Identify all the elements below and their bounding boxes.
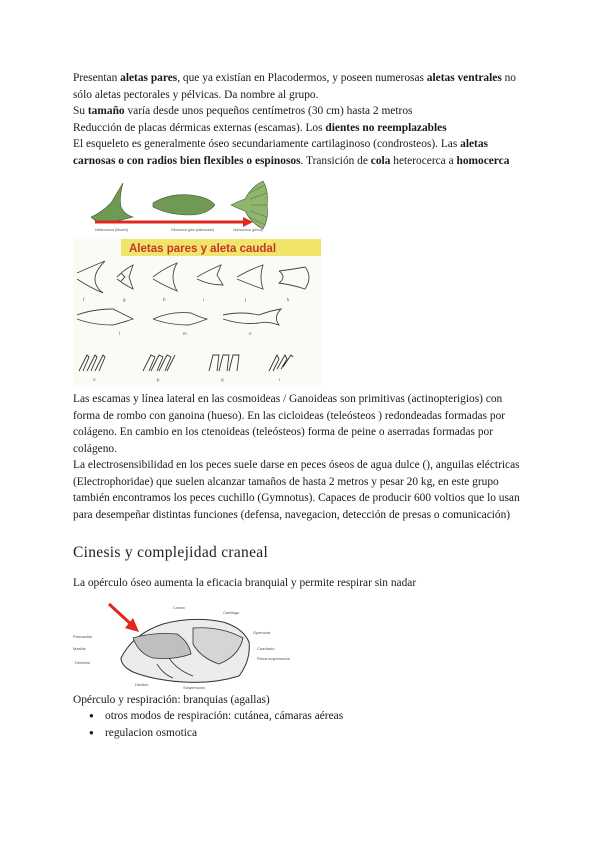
fin-letter: k bbox=[287, 297, 290, 302]
fin-letter: h bbox=[163, 297, 166, 302]
respiration-list bbox=[73, 708, 528, 741]
text: heterocerca a bbox=[390, 154, 457, 167]
paragraph-respiration-title: Opérculo y respiración: branquias (agallas) bbox=[73, 693, 270, 706]
bold-text: aletas pares bbox=[120, 72, 178, 84]
text: Presentan bbox=[73, 72, 121, 84]
text: Reducción de placas dérmicas externas (escamas). Los bbox=[73, 121, 326, 134]
fin-letter: o bbox=[93, 377, 96, 382]
text: Su bbox=[73, 105, 88, 117]
fin-letter: f bbox=[83, 297, 85, 302]
skull-figure bbox=[73, 598, 313, 690]
paragraph-scales bbox=[73, 120, 528, 137]
fin-letter: l bbox=[119, 331, 120, 336]
skull-label: Premaxilar bbox=[73, 633, 93, 639]
document-page bbox=[73, 70, 528, 741]
skull-svg bbox=[73, 598, 313, 690]
text: El esqueleto es generalmente óseo secundariamente cartilaginoso (condrosteos). Las bbox=[73, 138, 461, 150]
fins-svg bbox=[73, 239, 321, 385]
skull-label: Cartílago bbox=[223, 609, 240, 615]
skull-label: Suspensorio bbox=[183, 684, 206, 690]
paragraph-operculum: La opérculo óseo aumenta la eficacia branquial y permite respirar sin nadar bbox=[73, 577, 417, 589]
tail-label: Ginocerca (pez pulmonado) bbox=[171, 228, 215, 232]
bold-text: aletas carnosas o con radios bien flexibles o espinosos bbox=[73, 138, 488, 167]
fin-letter: r bbox=[279, 377, 281, 382]
fin-letter: n bbox=[249, 331, 252, 336]
skull-label: Hioides bbox=[135, 681, 149, 687]
paragraph-skeleton bbox=[73, 136, 528, 169]
paragraph-electrosensitivity: La electrosensibilidad en los peces suele darse en peces óseos de agua dulce (), anguilas eléctricas (Electrophoridae) que suelen alcanzar tamaños de hasta 2 metros y pesar 20 kg, en este grupo también encontramos los peces cuchillo (Gymnotus). Capaces de producir 600 voltios que lo usan para desempeñar distintas funciones (defensa, navegacion, detección de presas o comunicación) bbox=[73, 459, 520, 521]
text: no sólo aletas pectorales y pélvicas. Da nombre al grupo. bbox=[73, 72, 517, 101]
bold-text: aletas ventrales bbox=[426, 72, 502, 84]
fins-title: Aletas pares y aleta caudal bbox=[129, 243, 277, 255]
bold-text: tamaño bbox=[87, 105, 125, 117]
skull-label: Opercular bbox=[253, 629, 271, 635]
list-item: ● otros modos de respiración: cutánea, cámaras aéreas bbox=[91, 708, 528, 725]
paragraph-scale-types: Las escamas y línea lateral en las cosmoideas / Ganoideas son primitivas (actinopterigios) con forma de rombo con ganoina (hueso). En las cicloideas (teleósteos ) redondeadas formadas por colágeno. En cambio en los ctenoideas (teleósteos) forma de peine o aserradas formadas por colágeno. bbox=[73, 393, 506, 455]
fin-letter: g bbox=[123, 297, 126, 302]
skull-label: Cranio bbox=[173, 604, 185, 610]
fin-letter: p bbox=[157, 377, 160, 382]
section-heading: Cinesis y complejidad craneal bbox=[73, 544, 269, 561]
bold-text: homocerca bbox=[456, 154, 510, 167]
fin-letter: q bbox=[221, 377, 224, 382]
bold-text: cola bbox=[370, 154, 391, 167]
list-item: ● regulacion osmotica bbox=[91, 725, 528, 742]
fin-letter: i bbox=[203, 297, 204, 302]
bold-text: dientes no reemplazables bbox=[325, 121, 447, 134]
heterocercal-tail-icon bbox=[91, 183, 133, 223]
paragraph-size bbox=[73, 103, 528, 120]
fin-ray-shapes bbox=[79, 355, 293, 371]
tail-label: Heterocerca (tiburón) bbox=[95, 228, 129, 232]
caudal-fin-shapes bbox=[77, 261, 309, 325]
skull-label: Maxilar bbox=[73, 645, 86, 651]
fin-letter: m bbox=[183, 331, 187, 336]
skull-label: Dentario bbox=[75, 659, 91, 665]
text: varía desde unos pequeños centímetros (30 cm) hasta 2 metros bbox=[124, 105, 413, 117]
tail-label: Homocerca (perca) bbox=[233, 228, 263, 232]
fin-letter: j bbox=[245, 297, 246, 302]
tail-evolution-svg bbox=[73, 173, 293, 237]
diphycercal-tail-icon bbox=[153, 195, 215, 215]
tail-evolution-figure bbox=[73, 173, 528, 237]
paragraph-fins bbox=[73, 70, 528, 103]
text: . Transición de bbox=[300, 154, 371, 167]
fins-figure bbox=[73, 239, 321, 385]
text: , que ya existían en Placodermos, y poseen numerosas bbox=[177, 72, 427, 84]
skull-label: Cuadrado bbox=[257, 645, 275, 651]
skull-label: Placa suspensoria bbox=[257, 655, 290, 661]
